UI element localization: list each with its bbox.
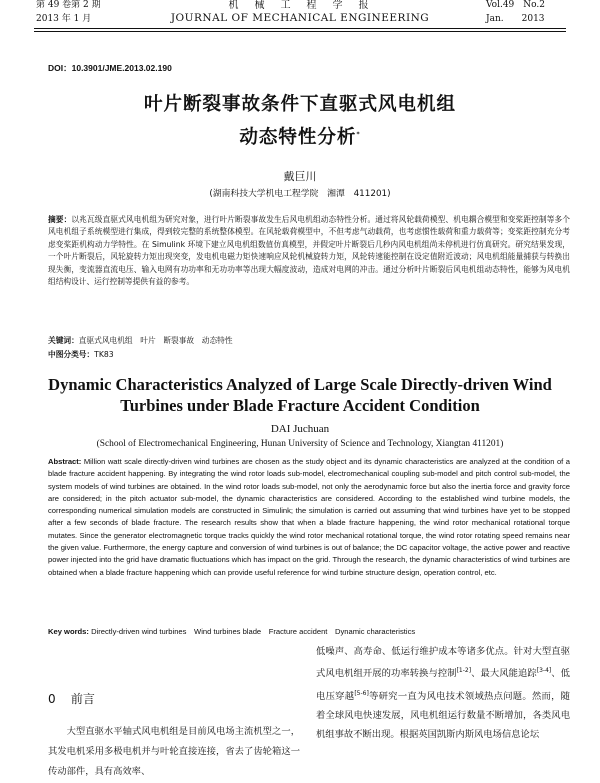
body-right-text-1: 低噪声、高寿命、低运行维护成本等诸多优点。针对大型直驱式风电机组开展的功率转换与控制 (316, 646, 570, 680)
en-affiliation: (School of Electromechanical Engineering, Hunan University of Science and Technology, Xiangtan 411201) (96, 439, 504, 449)
cn-keywords (48, 335, 233, 347)
cn-affiliation: (湖南科技大学机电工程学院 湘潭 411201) (209, 189, 391, 199)
en-abstract-text: Million watt scale directly-driven wind turbines are chosen as the study object and its dynamic characteristics are analyzed at the condition of a blade fracture accident happening. By integrating the wind rotor loads sub-model, electromechanical coupling sub-model and pitch control sub-model, the system models of wind turbines are obtained. In the wind rotor loads sub-model, not only the aerodynamic force but also the inertia force and gravity force are considered; in the pitch actuator sub-model, the dynamic characteristics are considered. According to the established wind turbine models, the corresponding numerical simulation models are constructed in Simulink; the simulation is carried out assuming that wind turbines have yet to be stopped after a few seconds of blade fracture. The research results show that when a blade fracture happening, the wind rotor mechanical rotational torque mutates. Since the generator electromagnetic torque tracks quickly the wind rotor mechanical rotational torque, the wind rotor rotating speed remains near the given value. Furthermore, the energy capture and conversion of wind turbines is out of balance; the DC capacitor voltage, the active power and reactive power injected into the grid have dramatic fluctuations which has impact on the grid. Through the research, the dynamic characteristics of wind turbines are obtained when a blade fracture happening which can provide useful reference for wind turbine structure design, operation control, etc. (48, 457, 570, 577)
en-abstract (48, 456, 570, 579)
section-number: 0 (48, 692, 56, 706)
citation-5-6: [5-6] (354, 689, 369, 697)
journal-name-en: JOURNAL OF MECHANICAL ENGINEERING (170, 12, 430, 24)
cn-abstract (48, 214, 570, 288)
cn-author: 戴巨川 (283, 170, 317, 183)
section-title: 前言 (70, 692, 95, 706)
en-keywords (48, 626, 570, 638)
cn-abstract-label: 摘要： (48, 215, 72, 224)
body-right-column (316, 642, 570, 744)
body-right-text-4: 等研究一直为风电技术领域热点问题。然而，随着全球风电快速发展，风电机组运行数量不断增加，各类风电机组事故不断出现。根据英国凯斯内斯风电场信息论坛 (316, 690, 570, 740)
en-keywords-label: Key words: (48, 627, 89, 636)
en-title-line1: Dynamic Characteristics Analyzed of Large Scale Directly-driven Wind (48, 375, 552, 394)
en-keywords-text: Directly-driven wind turbines Wind turbines blade Fracture accident Dynamic characteristics (91, 627, 416, 636)
en-abstract-label: Abstract: (48, 457, 82, 466)
volume-issue-en: Vol.49 No.2 (486, 0, 546, 10)
date-cn: 2013 年 1 月 (36, 14, 92, 24)
en-author: DAI Juchuan (270, 423, 330, 435)
header-rule-top (34, 28, 566, 29)
journal-name-cn: 机 械 工 程 学 报 (228, 0, 372, 11)
body-left-column: 大型直驱水平轴式风电机组是目前风电场主流机型之一，其发电机采用多极电机并与叶轮直接连接，省去了齿轮箱这一传动部件，具有高效率、 (48, 726, 300, 777)
cn-classification-text: TK83 (94, 350, 114, 359)
cn-classification-label: 中图分类号： (48, 350, 95, 359)
volume-issue-cn: 第 49 卷第 2 期 (36, 0, 101, 10)
body-right-text-2: 、最大风能追踪 (471, 668, 537, 680)
cn-keywords-label: 关键词： (48, 336, 79, 345)
doi: DOI：10.3901/JME.2013.02.190 (48, 63, 172, 73)
section-heading (48, 690, 95, 707)
body-right-text-3: 、低电压穿越 (316, 668, 570, 702)
cn-keywords-text: 直驱式风电机组 叶片 断裂事故 动态特性 (78, 336, 233, 345)
citation-3-4: [3-4] (536, 667, 552, 675)
date-en: Jan. 2013 (486, 14, 545, 24)
cn-title-line1: 叶片断裂事故条件下直驱式风电机组 (143, 94, 456, 115)
en-title-line2: Turbines under Blade Fracture Accident Condition (120, 396, 480, 415)
citation-1-2: [1-2] (456, 667, 472, 675)
header-rule-bottom (34, 31, 566, 32)
cn-title-line2-text: 动态特性分析 (239, 127, 357, 149)
cn-classification (48, 349, 114, 361)
cn-abstract-text: 以兆瓦级直驱式风电机组为研究对象，进行叶片断裂事故发生后风电机组动态特性分析。通过将风轮载荷模型、机电耦合模型和变桨距控制等多个风电机组子系统模型进行集成，得到较完整的系统整体模型。在风轮载荷模型中，不但考虑气动载荷，也考虑惯性载荷和重力载荷等；变桨距控制充分考虑变桨距机构动力学特性。在 Simulink 环境下建立风电机组数值仿真模型，并假定叶片断裂后几秒内风电机组尚未停机进行仿真研究。研究结果发现，一个叶片断裂后，风轮旋转力矩出现突变，发电机电磁力矩快速响应风轮机械旋转力矩，风轮转速能控制在设定值附近波动；风电机组能量捕获与转换出现失衡，变流器直流电压、输入电网有功功率和无功功率等出现大幅度波动，造成对电网的冲击。通过分析叶片断裂后风电机组动态特性，能够为风电机组结构设计、运行控制等提供有益的参考。 (48, 215, 570, 287)
cn-title-line2 (0, 122, 600, 151)
title-footnote-mark: * (356, 131, 361, 138)
